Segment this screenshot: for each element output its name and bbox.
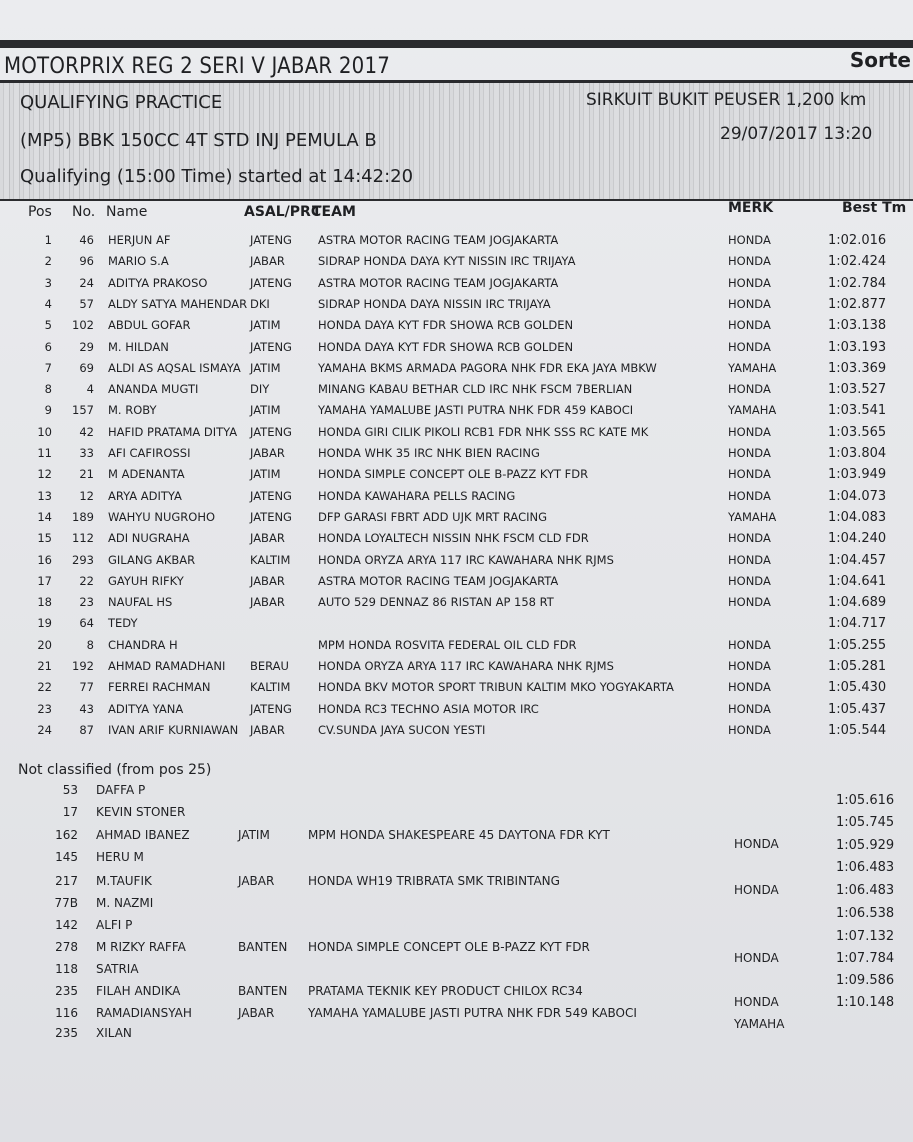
cell-team: YAMAHA BKMS ARMADA PAGORA NHK FDR EKA JAYA MBKW <box>318 360 657 375</box>
cell-no: 12 <box>79 488 94 503</box>
cell-name: RAMADIANSYAH <box>96 1006 192 1020</box>
col-pos: Pos <box>28 204 52 220</box>
cell-no: 4 <box>86 382 94 397</box>
cell-name: M RIZKY RAFFA <box>96 940 186 954</box>
cell-no: 77B <box>54 896 78 910</box>
cell-merk: HONDA <box>728 595 771 610</box>
cell-pos: 13 <box>37 488 52 503</box>
cell-best: 1:03.527 <box>828 382 887 398</box>
cell-no: 235 <box>55 1026 78 1040</box>
cell-team: DFP GARASI FBRT ADD UJK MRT RACING <box>318 509 548 524</box>
cell-name: M ADENANTA <box>108 467 185 482</box>
cell-no: 116 <box>55 1006 78 1020</box>
col-team: TEAM <box>312 204 356 220</box>
cell-name: GAYUH RIFKY <box>108 573 184 588</box>
cell-best: 1:02.424 <box>828 254 887 270</box>
cell-team: HONDA LOYALTECH NISSIN NHK FSCM CLD FDR <box>318 531 589 546</box>
cell-best: 1:02.016 <box>828 233 887 248</box>
cell-no: 29 <box>79 339 94 354</box>
table-row <box>0 403 913 423</box>
cell-asal: JATIM <box>250 360 281 375</box>
cell-team: ASTRA MOTOR RACING TEAM JOGJAKARTA <box>318 275 559 290</box>
list-item <box>0 973 913 1009</box>
cell-merk: HONDA <box>728 573 771 588</box>
cell-pos: 12 <box>37 467 52 482</box>
table-row <box>0 425 913 445</box>
cell-pos: 7 <box>44 360 52 375</box>
table-row <box>0 361 913 381</box>
cell-no: 22 <box>79 573 94 588</box>
cell-pos: 6 <box>44 339 52 354</box>
cell-team: HONDA WHK 35 IRC NHK BIEN RACING <box>318 446 540 460</box>
cell-no: 42 <box>79 424 94 439</box>
cell-best: 1:04.641 <box>828 573 887 589</box>
circuit-info: SIRKUIT BUKIT PEUSER 1,200 km <box>586 90 867 110</box>
cell-no: 217 <box>55 874 78 888</box>
cell-pos: 23 <box>37 701 52 716</box>
cell-asal: JATIM <box>250 403 281 418</box>
session-datetime: 29/07/2017 13:20 <box>720 124 873 144</box>
cell-asal: JABAR <box>250 254 285 269</box>
cell-team: HONDA WH19 TRIBRATA SMK TRIBINTANG <box>308 874 560 888</box>
cell-no: 162 <box>55 828 78 842</box>
cell-merk: HONDA <box>728 680 771 695</box>
cell-team: HONDA SIMPLE CONCEPT OLE B-PAZZ KYT FDR <box>308 940 590 954</box>
cell-team: HONDA SIMPLE CONCEPT OLE B-PAZZ KYT FDR <box>318 467 589 482</box>
cell-merk: HONDA <box>728 552 771 567</box>
cell-no: 43 <box>79 701 94 716</box>
cell-name: ALDI AS AQSAL ISMAYA <box>108 360 241 375</box>
cell-asal: JABAR <box>250 531 285 546</box>
cell-best: 1:02.784 <box>828 275 887 291</box>
cell-merk: HONDA <box>728 446 771 460</box>
cell-name: WAHYU NUGROHO <box>108 509 216 524</box>
cell-no: 46 <box>79 233 94 247</box>
cell-merk: YAMAHA <box>734 1017 785 1031</box>
cell-no: 57 <box>79 296 94 311</box>
cell-team: MINANG KABAU BETHAR CLD IRC NHK FSCM 7BERLIAN <box>318 382 633 397</box>
list-item <box>0 783 913 803</box>
list-item <box>0 1026 913 1046</box>
cell-best: 1:05.929 <box>836 838 895 853</box>
cell-no: 21 <box>79 467 94 482</box>
cell-no: 102 <box>72 318 94 333</box>
cell-asal: DKI <box>250 296 270 311</box>
cell-asal: JABAR <box>250 446 285 460</box>
header-bottom-rule <box>0 199 913 201</box>
cell-best: 1:07.784 <box>836 951 895 966</box>
cell-pos: 24 <box>37 722 52 737</box>
cell-no: 33 <box>79 446 94 460</box>
cell-pos: 10 <box>37 424 52 439</box>
cell-name: SATRIA <box>96 962 139 976</box>
cell-merk: HONDA <box>728 254 771 269</box>
table-row <box>0 595 913 615</box>
cell-team: HONDA BKV MOTOR SPORT TRIBUN KALTIM MKO YOGYAKARTA <box>318 680 674 695</box>
cell-name: IVAN ARIF KURNIAWAN <box>108 722 239 737</box>
table-row <box>0 723 913 743</box>
cell-name: AFI CAFIROSSI <box>108 446 191 460</box>
cell-team: SIDRAP HONDA DAYA KYT NISSIN IRC TRIJAYA <box>318 254 576 269</box>
cell-best: 1:05.255 <box>828 637 887 653</box>
cell-name: XILAN <box>96 1026 132 1040</box>
cell-name: ANANDA MUGTI <box>108 382 199 397</box>
cell-pos: 9 <box>44 403 52 418</box>
cell-best: 1:04.689 <box>828 595 887 611</box>
cell-name: M.TAUFIK <box>96 874 152 888</box>
cell-asal: KALTIM <box>250 552 291 567</box>
col-merk: MERK <box>728 200 774 216</box>
table-row <box>0 680 913 700</box>
cell-pos: 20 <box>37 637 52 652</box>
table-row <box>0 659 913 679</box>
cell-best: 1:03.369 <box>828 360 887 376</box>
cell-no: 278 <box>55 940 78 954</box>
cell-team: HONDA DAYA KYT FDR SHOWA RCB GOLDEN <box>318 318 574 333</box>
cell-asal: JATENG <box>250 488 292 503</box>
cell-merk: HONDA <box>734 883 779 897</box>
cell-best: 1:09.586 <box>836 973 895 988</box>
cell-asal: KALTIM <box>250 680 291 695</box>
header-rule <box>0 80 913 83</box>
cell-pos: 16 <box>37 552 52 567</box>
table-row <box>0 510 913 530</box>
cell-merk: HONDA <box>728 424 771 439</box>
cell-merk: HONDA <box>728 637 771 652</box>
table-row <box>0 297 913 317</box>
cell-merk: HONDA <box>728 318 771 333</box>
list-item <box>0 860 913 897</box>
cell-team: HONDA ORYZA ARYA 117 IRC KAWAHARA NHK RJMS <box>318 659 614 673</box>
table-row <box>0 638 913 658</box>
not-classified-title: Not classified (from pos 25) <box>18 762 212 778</box>
cell-best: 1:03.138 <box>828 318 887 334</box>
cell-team: CV.SUNDA JAYA SUCON YESTI <box>318 722 486 737</box>
cell-name: ALFI P <box>96 918 133 932</box>
cell-name: ADI NUGRAHA <box>108 531 190 546</box>
cell-no: 64 <box>79 616 94 631</box>
table-row <box>0 340 913 360</box>
cell-merk: HONDA <box>728 339 771 354</box>
cell-merk: HONDA <box>728 659 771 673</box>
cell-name: MARIO S.A <box>108 254 169 269</box>
cell-no: 192 <box>72 659 94 673</box>
cell-asal: JATENG <box>250 424 292 439</box>
table-row <box>0 702 913 722</box>
cell-best: 1:04.083 <box>828 509 887 525</box>
cell-best: 1:03.565 <box>828 424 887 440</box>
cell-team: PRATAMA TEKNIK KEY PRODUCT CHILOX RC34 <box>308 984 583 998</box>
cell-name: FILAH ANDIKA <box>96 984 181 998</box>
cell-team: ASTRA MOTOR RACING TEAM JOGJAKARTA <box>318 573 559 588</box>
table-row <box>0 233 913 253</box>
cell-best: 1:03.804 <box>828 446 887 461</box>
cell-team: YAMAHA YAMALUBE JASTI PUTRA NHK FDR 549 KABOCI <box>308 1006 637 1020</box>
cell-team: HONDA DAYA KYT FDR SHOWA RCB GOLDEN <box>318 339 574 354</box>
cell-no: 53 <box>62 783 78 797</box>
cell-pos: 2 <box>44 254 52 269</box>
cell-no: 118 <box>55 962 78 976</box>
cell-pos: 15 <box>37 531 52 546</box>
cell-no: 24 <box>79 275 94 290</box>
cell-asal: JABAR <box>250 573 285 588</box>
cell-merk: HONDA <box>728 467 771 482</box>
cell-name: GILANG AKBAR <box>108 552 196 567</box>
cell-merk: HONDA <box>728 531 771 546</box>
table-row <box>0 318 913 338</box>
cell-best: 1:05.745 <box>836 815 895 830</box>
cell-asal: JATIM <box>250 467 281 482</box>
cell-best: 1:04.457 <box>828 552 887 568</box>
cell-name: ADITYA PRAKOSO <box>108 275 208 290</box>
cell-merk: HONDA <box>728 296 771 311</box>
cell-pos: 18 <box>37 595 52 610</box>
cell-name: M. ROBY <box>108 403 157 418</box>
cell-merk: HONDA <box>728 275 771 290</box>
cell-pos: 22 <box>37 680 52 695</box>
cell-name: M. NAZMI <box>96 896 154 910</box>
cell-no: 87 <box>79 722 94 737</box>
cell-name: HERJUN AF <box>108 233 171 247</box>
cell-pos: 21 <box>37 659 52 673</box>
table-row <box>0 254 913 274</box>
cell-merk: YAMAHA <box>728 360 777 375</box>
cell-no: 142 <box>55 918 78 932</box>
cell-pos: 8 <box>44 382 52 397</box>
cell-no: 293 <box>72 552 94 567</box>
cell-no: 23 <box>79 595 94 610</box>
table-row <box>0 553 913 573</box>
session-title: QUALIFYING PRACTICE <box>20 92 223 113</box>
col-no: No. <box>72 204 96 220</box>
cell-team: MPM HONDA SHAKESPEARE 45 DAYTONA FDR KYT <box>308 828 610 842</box>
cell-merk: YAMAHA <box>728 403 777 418</box>
cell-asal: JABAR <box>238 874 275 888</box>
cell-name: KEVIN STONER <box>96 805 186 819</box>
cell-name: DAFFA P <box>96 783 146 797</box>
table-row <box>0 531 913 551</box>
cell-asal: JATENG <box>250 701 292 716</box>
cell-no: 189 <box>72 509 94 524</box>
list-item <box>0 815 913 851</box>
cell-no: 8 <box>86 637 94 652</box>
cell-name: CHANDRA H <box>108 637 178 652</box>
table-row <box>0 616 913 636</box>
table-row <box>0 276 913 296</box>
cell-best: 1:05.281 <box>828 659 887 674</box>
table-row <box>0 574 913 594</box>
cell-asal: JATENG <box>250 275 292 290</box>
list-item <box>0 793 913 825</box>
cell-team: ASTRA MOTOR RACING TEAM JOGJAKARTA <box>318 233 559 247</box>
cell-no: 145 <box>55 850 78 864</box>
cell-name: HAFID PRATAMA DITYA <box>108 424 238 439</box>
cell-asal: JATIM <box>250 318 281 333</box>
cell-best: 1:04.717 <box>828 616 887 632</box>
cell-asal: JATENG <box>250 233 292 247</box>
cell-merk: HONDA <box>728 233 771 247</box>
cell-best: 1:03.949 <box>828 467 887 483</box>
cell-best: 1:04.240 <box>828 531 887 547</box>
cell-no: 235 <box>55 984 78 998</box>
cell-asal: JATENG <box>250 509 292 524</box>
cell-asal: BANTEN <box>238 940 288 954</box>
cell-name: HERU M <box>96 850 144 864</box>
cell-merk: HONDA <box>728 488 771 503</box>
cell-team: AUTO 529 DENNAZ 86 RISTAN AP 158 RT <box>318 595 554 610</box>
cell-best: 1:03.541 <box>828 403 887 419</box>
cell-merk: YAMAHA <box>728 509 777 524</box>
cell-asal: JABAR <box>250 722 285 737</box>
cell-best: 1:02.877 <box>828 296 887 312</box>
top-rule <box>0 40 913 48</box>
cell-pos: 14 <box>37 509 52 524</box>
cell-best: 1:04.073 <box>828 488 887 504</box>
cell-team: MPM HONDA ROSVITA FEDERAL OIL CLD FDR <box>318 637 577 652</box>
cell-name: FERREI RACHMAN <box>108 680 211 695</box>
table-row <box>0 446 913 466</box>
col-best: Best Tm <box>842 200 907 216</box>
cell-team: YAMAHA YAMALUBE JASTI PUTRA NHK FDR 459 KABOCI <box>318 403 634 418</box>
cell-merk: HONDA <box>734 995 779 1009</box>
cell-best: 1:10.148 <box>836 995 895 1010</box>
cell-best: 1:06.538 <box>836 906 895 921</box>
cell-name: ADITYA YANA <box>108 701 184 716</box>
cell-pos: 17 <box>37 573 52 588</box>
cell-merk: HONDA <box>728 382 771 397</box>
cell-best: 1:06.483 <box>836 860 895 875</box>
cell-name: ALDY SATYA MAHENDAR <box>108 296 248 311</box>
cell-name: M. HILDAN <box>108 339 169 354</box>
cell-best: 1:05.544 <box>828 722 887 738</box>
cell-best: 1:07.132 <box>836 929 895 944</box>
cell-asal: DIY <box>250 382 270 397</box>
cell-pos: 19 <box>37 616 52 631</box>
col-asal: ASAL/PRC <box>244 204 322 220</box>
cell-merk: HONDA <box>728 722 771 737</box>
cell-best: 1:05.437 <box>828 701 887 717</box>
cell-name: ARYA ADITYA <box>108 488 182 503</box>
col-name: Name <box>106 204 148 220</box>
list-item <box>0 929 913 965</box>
cell-pos: 1 <box>44 233 52 247</box>
table-row <box>0 489 913 509</box>
cell-pos: 11 <box>37 446 52 460</box>
table-row <box>0 382 913 402</box>
cell-team: HONDA GIRI CILIK PIKOLI RCB1 FDR NHK SSS RC KATE MK <box>318 424 649 439</box>
cell-asal: JATENG <box>250 339 292 354</box>
class-title: (MP5) BBK 150CC 4T STD INJ PEMULA B <box>20 130 377 151</box>
cell-asal: JABAR <box>250 595 285 610</box>
cell-team: HONDA ORYZA ARYA 117 IRC KAWAHARA NHK RJMS <box>318 552 614 567</box>
cell-team: SIDRAP HONDA DAYA NISSIN IRC TRIJAYA <box>318 296 551 311</box>
cell-name: TEDY <box>108 616 138 631</box>
cell-merk: HONDA <box>734 951 779 965</box>
cell-no: 69 <box>79 360 94 375</box>
cell-best: 1:05.616 <box>836 793 895 808</box>
cell-merk: HONDA <box>728 701 771 716</box>
cell-pos: 4 <box>44 296 52 311</box>
cell-no: 77 <box>79 680 94 695</box>
cell-no: 96 <box>79 254 94 269</box>
cell-no: 17 <box>62 805 78 819</box>
cell-team: HONDA RC3 TECHNO ASIA MOTOR IRC <box>318 701 539 716</box>
list-item <box>0 906 913 938</box>
cell-pos: 3 <box>44 275 52 290</box>
cell-pos: 5 <box>44 318 52 333</box>
cell-best: 1:05.430 <box>828 680 887 696</box>
cell-name: ABDUL GOFAR <box>108 318 191 333</box>
table-row <box>0 467 913 487</box>
cell-asal: JABAR <box>238 1006 275 1020</box>
cell-asal: BERAU <box>250 659 289 673</box>
cell-best: 1:03.193 <box>828 339 887 355</box>
cell-best: 1:06.483 <box>836 883 895 898</box>
cell-asal: JATIM <box>238 828 270 842</box>
cell-asal: BANTEN <box>238 984 288 998</box>
cell-no: 112 <box>72 531 94 546</box>
cell-name: AHMAD RAMADHANI <box>108 659 226 673</box>
cell-name: AHMAD IBANEZ <box>96 828 190 842</box>
cell-team: HONDA KAWAHARA PELLS RACING <box>318 488 516 503</box>
event-title: MOTORPRIX REG 2 SERI V JABAR 2017 <box>4 54 391 79</box>
cell-merk: HONDA <box>734 837 779 851</box>
sorted-label: Sorte <box>849 48 911 72</box>
session-start: Qualifying (15:00 Time) started at 14:42:20 <box>20 166 414 187</box>
cell-name: NAUFAL HS <box>108 595 173 610</box>
cell-no: 157 <box>72 403 94 418</box>
